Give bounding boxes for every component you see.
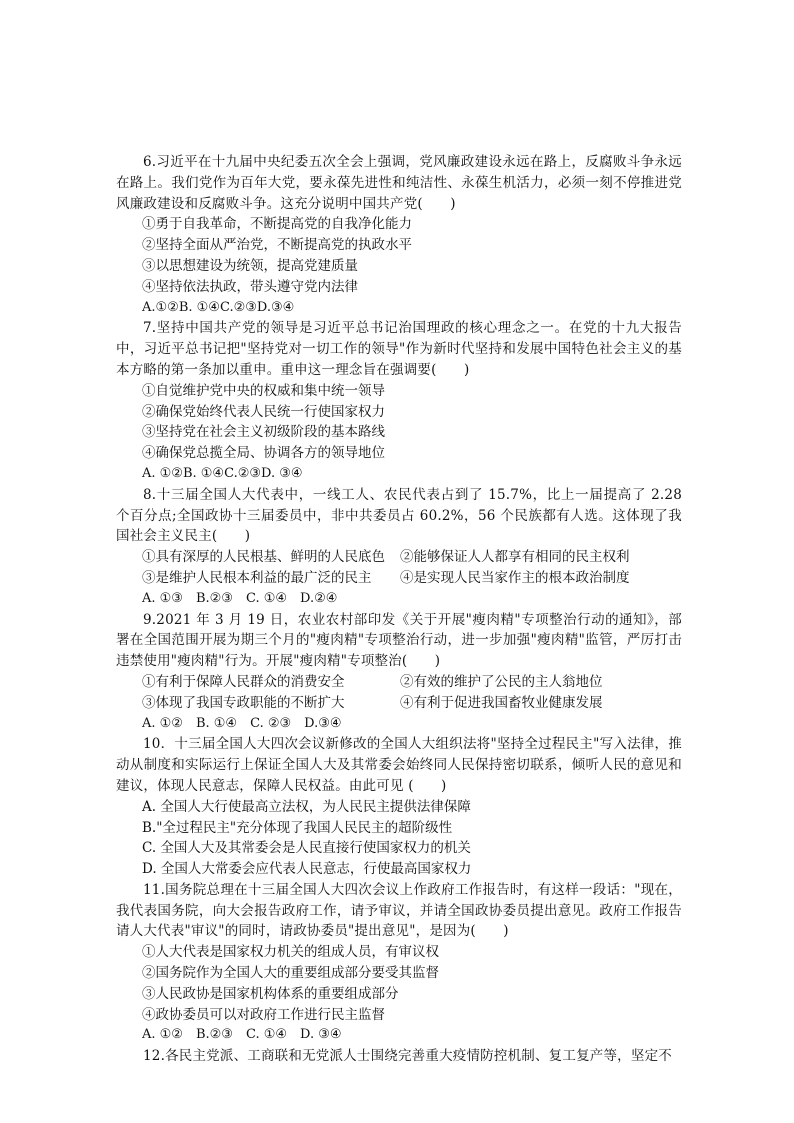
question-7 xyxy=(116,318,682,484)
option-2: ②国务院作为全国人大的重要组成部分要受其监督 xyxy=(142,965,439,982)
answer-choices: A. ①②B. ①④C.②③D. ③④ xyxy=(142,465,303,481)
question-stem: 9.2021 年 3 月 19 日，农业农村部印发《关于开展"瘦肉精"专项整治行动的通知》，部署在全国范围开展为期三个月的"瘦肉精"专项整治行动，进一步加强"瘦肉精"监管，严厉打击违禁使用"瘦肉精"行为。开展"瘦肉精"专项整治( ) xyxy=(116,611,682,670)
question-stem: 7.坚持中国共产党的领导是习近平总书记治国理政的核心理念之一。在党的十九大报告中，习近平总书记把"坚持党对一切工作的领导"作为新时代坚持和发展中国特色社会主义的基本方略的第一条加以重申。重申这一理念旨在强调要( ) xyxy=(116,320,682,378)
question-9 xyxy=(116,610,682,735)
option-d: D. 全国人大常委会应代表人民意志，行使最高国家权力 xyxy=(142,861,472,878)
option-row xyxy=(116,547,682,568)
option-2: ②有效的维护了公民的主人翁地位 xyxy=(400,673,603,690)
option-1: ①具有深厚的人民根基、鲜明的人民底色 xyxy=(142,549,385,566)
answer-choices: A.①②B. ①④C.②③D.③④ xyxy=(142,299,295,315)
option-4: ④是实现人民当家作主的根本政治制度 xyxy=(400,569,630,586)
option-2: ②坚持全面从严治党，不断提高党的执政水平 xyxy=(142,237,412,254)
question-stem: 6.习近平在十九届中央纪委五次全会上强调，党风廉政建设永远在路上，反腐败斗争永远在路上。我们党作为百年大党，要永葆先进性和纯洁性、永葆生机活力，必须一刻不停推进党风廉政建设和反腐败斗争。这充分说明中国共产党( ) xyxy=(116,154,682,212)
option-1: ①自觉维护党中央的权威和集中统一领导 xyxy=(142,382,385,399)
option-2: ②确保党始终代表人民统一行使国家权力 xyxy=(142,403,385,420)
question-12 xyxy=(116,1046,682,1067)
option-3: ③体现了我国专政职能的不断扩大 xyxy=(142,694,345,711)
question-10 xyxy=(116,734,682,880)
question-stem: 10．十三届全国人大四次会议新修改的全国人大组织法将"坚持全过程民主"写入法律，推动从制度和实际运行上保证全国人大及其常委会始终同人民保持密切联系，倾听人民的意见和建议，体现人民意志，保障人民权益。由此可见 ( ) xyxy=(116,736,682,794)
option-c: C. 全国人大及其常委会是人民直接行使国家权力的机关 xyxy=(142,840,471,857)
option-row xyxy=(116,568,682,589)
answer-choices: A. ①③ B.②③ C. ①④ D.②④ xyxy=(142,590,338,606)
option-3: ③人民政协是国家机构体系的重要组成部分 xyxy=(142,985,399,1002)
option-1: ①人大代表是国家权力机关的组成人员，有审议权 xyxy=(142,944,439,961)
option-4: ④政协委员可以对政府工作进行民主监督 xyxy=(142,1006,385,1023)
question-stem: 8.十三届全国人大代表中，一线工人、农民代表占到了 15.7%，比上一届提高了 2.28 个百分点;全国政协十三届委员中，非中共委员占 60.2%，56 个民族都有人选。这体现了我国社会主义民主( ) xyxy=(116,486,682,545)
question-11 xyxy=(116,880,682,1046)
option-3: ③是维护人民根本利益的最广泛的民主 xyxy=(142,569,372,586)
option-b: B."全过程民主"充分体现了我国人民民主的超阶级性 xyxy=(142,819,453,836)
option-3: ③以思想建设为统领，提高党建质量 xyxy=(142,257,358,274)
option-row xyxy=(116,672,682,693)
option-row xyxy=(116,693,682,714)
option-4: ④确保党总揽全局、协调各方的领导地位 xyxy=(142,445,385,462)
question-stem: 11.国务院总理在十三届全国人大四次会议上作政府工作报告时，有这样一段话："现在，我代表国务院，向大会报告政府工作，请予审议，并请全国政协委员提出意见。政府工作报告请人大代表"审议"的同时，请政协委员"提出意见"，是因为( ) xyxy=(116,881,682,940)
option-a: A. 全国人大行使最高立法权，为人民民主提供法律保障 xyxy=(142,798,471,815)
option-4: ④坚持依法执政，带头遵守党内法律 xyxy=(142,278,358,295)
question-8 xyxy=(116,485,682,610)
answer-choices: A. ①② B.②③ C. ①④ D. ③④ xyxy=(142,1027,342,1043)
option-3: ③坚持党在社会主义初级阶段的基本路线 xyxy=(142,424,385,441)
option-2: ②能够保证人人都享有相同的民主权利 xyxy=(400,549,630,566)
option-1: ①勇于自我革命，不断提高党的自我净化能力 xyxy=(142,216,412,233)
question-stem: 12.各民主党派、工商联和无党派人士围绕完善重大疫情防控机制、复工复产等，坚定不 xyxy=(143,1048,672,1065)
exam-page xyxy=(116,152,682,1067)
answer-choices: A. ①② B. ①④ C. ②③ D.③④ xyxy=(142,715,342,731)
option-1: ①有利于保障人民群众的消费安全 xyxy=(142,673,345,690)
question-6 xyxy=(116,152,682,318)
option-4: ④有利于促进我国畜牧业健康发展 xyxy=(400,694,603,711)
